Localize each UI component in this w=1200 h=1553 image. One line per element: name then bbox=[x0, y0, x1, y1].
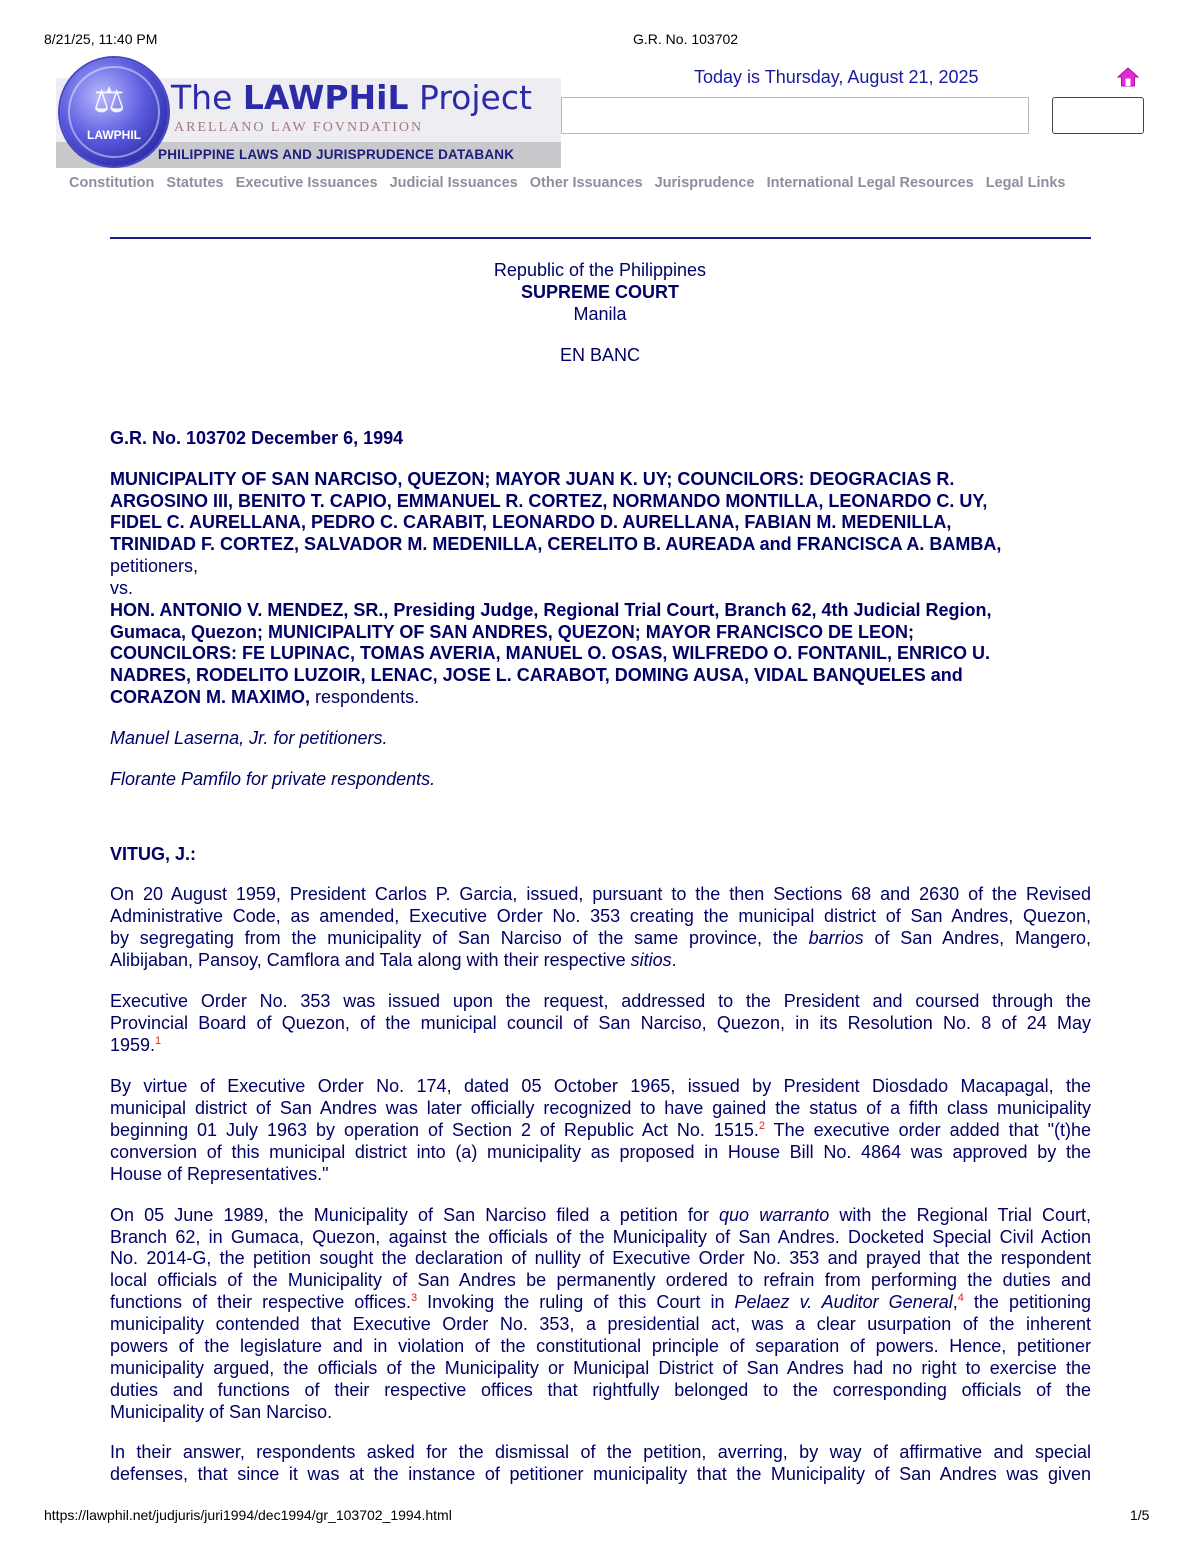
logo-title: The LAWPHiL Project bbox=[171, 78, 532, 117]
petitioners-line: MUNICIPALITY OF SAN NARCISO, QUEZON; MAYOR JUAN K. UY; COUNCILORS: DEOGRACIAS R. bbox=[110, 469, 955, 489]
respondents-line: COUNCILORS: FE LUPINAC, TOMAS AVERIA, MANUEL O. OSAS, WILFREDO O. FONTANIL, ENRICO U. bbox=[110, 643, 991, 663]
footnote-ref[interactable]: 1 bbox=[155, 1035, 162, 1047]
court-division: EN BANC bbox=[559, 345, 640, 365]
nav-statutes[interactable]: Statutes bbox=[166, 175, 224, 191]
versus: vs. bbox=[110, 578, 134, 598]
lawphil-logo[interactable] bbox=[56, 58, 561, 168]
body-line: local officials of the Municipality of San Andres be permanently ordered to refrain from performing the duties and bbox=[110, 1270, 1091, 1290]
logo-tagline: PHILIPPINE LAWS AND JURISPRUDENCE DATABANK bbox=[158, 147, 515, 162]
nav-legal-links[interactable]: Legal Links bbox=[985, 175, 1066, 191]
body-line: Alibijaban, Pansoy, Camflora and Tala along with their respective sitios. bbox=[110, 950, 677, 970]
body-line: Municipality of San Narciso. bbox=[110, 1402, 333, 1422]
body-line: duties and functions of their respective offices that rightfully belonged to the corresponding officials of the bbox=[110, 1380, 1091, 1400]
arellano-seal-icon bbox=[60, 58, 168, 166]
body-line: conversion of this municipal district into (a) municipality as proposed in House Bill No. 4864 was approved by the bbox=[110, 1142, 1091, 1162]
nav-international-legal-resources[interactable]: International Legal Resources bbox=[766, 175, 974, 191]
respondents-last-line: CORAZON M. MAXIMO, respondents. bbox=[110, 687, 420, 707]
petitioners-line: TRINIDAD F. CORTEZ, SALVADOR M. MEDENILLA, CERELITO B. AUREADA and FRANCISCA A. BAMBA, bbox=[110, 534, 1002, 554]
today-date: Today is Thursday, August 21, 2025 bbox=[694, 67, 979, 87]
body-line: Provincial Board of Quezon, of the municipal council of San Narciso, Quezon, in its Resolution No. 8 of 24 May bbox=[110, 1013, 1091, 1033]
print-datetime: 8/21/25, 11:40 PM bbox=[44, 31, 158, 47]
footnote-ref[interactable]: 2 bbox=[758, 1120, 765, 1132]
counsel-respondents: Florante Pamfilo for private respondents. bbox=[110, 769, 436, 789]
body-line: beginning 01 July 1963 by operation of Section 2 of Republic Act No. 1515.$^2$ The executive order added that "(t)he bbox=[110, 1120, 1091, 1140]
body-line: 1959.$^1$ bbox=[110, 1035, 162, 1055]
print-page-number: 1/5 bbox=[1130, 1507, 1150, 1523]
footnote-ref[interactable]: 4 bbox=[957, 1292, 964, 1304]
body-line: On 20 August 1959, President Carlos P. Garcia, issued, pursuant to the then Sections 68 and 2630 of the Revised bbox=[110, 884, 1091, 904]
republic-line: Republic of the Philippines bbox=[493, 260, 707, 280]
footnote-ref[interactable]: 3 bbox=[410, 1292, 418, 1304]
nav-jurisprudence[interactable]: Jurisprudence bbox=[654, 175, 755, 191]
body-line: by segregating from the municipality of San Narciso of the same province, the barrios of San Andres, Mangero, bbox=[110, 928, 1091, 948]
nav-constitution[interactable]: Constitution bbox=[69, 175, 155, 191]
body-line: municipal district of San Andres was later officially recognized to have gained the status of a fifth class municipality bbox=[110, 1098, 1091, 1118]
body-line: functions of their respective offices.$^3$ Invoking the ruling of this Court in Pelaez v. Auditor General,$^4$ the petitioning bbox=[110, 1292, 1092, 1312]
body-line: In their answer, respondents asked for the dismissal of the petition, averring, by way of affirmative and special bbox=[110, 1442, 1091, 1462]
seal-name: LAWPHIL bbox=[87, 128, 141, 142]
print-page-title: G.R. No. 103702 bbox=[633, 31, 739, 47]
nav-judicial-issuances[interactable]: Judicial Issuances bbox=[389, 175, 518, 191]
petitioners-line: FIDEL C. AURELLANA, PEDRO C. CARABIT, LEONARDO D. AURELLANA, FABIAN M. MEDENILLA, bbox=[110, 512, 952, 532]
ponente: VITUG, J.: bbox=[110, 844, 197, 864]
body-line: By virtue of Executive Order No. 174, dated 05 October 1965, issued by President Diosdado Macapagal, the bbox=[110, 1076, 1091, 1096]
respondents-line: HON. ANTONIO V. MENDEZ, SR., Presiding Judge, Regional Trial Court, Branch 62, 4th Judicial Region, bbox=[110, 600, 992, 620]
home-icon[interactable] bbox=[1117, 66, 1139, 88]
header-divider bbox=[110, 237, 1091, 239]
nav-executive-issuances[interactable]: Executive Issuances bbox=[235, 175, 378, 191]
body-line: Executive Order No. 353 was issued upon the request, addressed to the President and coursed through the bbox=[110, 991, 1091, 1011]
search-input[interactable] bbox=[561, 97, 1029, 134]
respondents-line: Gumaca, Quezon; MUNICIPALITY OF SAN ANDRES, QUEZON; MAYOR FRANCISCO DE LEON; bbox=[110, 622, 915, 642]
print-url: https://lawphil.net/judjuris/juri1994/dec1994/gr_103702_1994.html bbox=[44, 1507, 452, 1523]
petitioners-label: petitioners, bbox=[110, 556, 199, 576]
nav-other-issuances[interactable]: Other Issuances bbox=[529, 175, 643, 191]
respondents-line: NADRES, RODELITO LUZOIR, LENAC, JOSE L. CARABOT, DOMING AUSA, VIDAL BANQUELES and bbox=[110, 665, 963, 685]
body-line: powers of the legislature and in violation of the constitutional principle of separation of powers. Hence, petitioner bbox=[110, 1336, 1091, 1356]
body-line: municipality contended that Executive Order No. 353, a presidential act, was a clear usurpation of the inherent bbox=[110, 1314, 1091, 1334]
logo-subtitle: ARELLANO LAW FOVNDATION bbox=[174, 120, 424, 135]
case-number: G.R. No. 103702 December 6, 1994 bbox=[110, 428, 404, 448]
search-button[interactable] bbox=[1052, 97, 1144, 134]
petitioners-line: ARGOSINO III, BENITO T. CAPIO, EMMANUEL R. CORTEZ, NORMANDO MONTILLA, LEONARDO C. UY, bbox=[110, 491, 988, 511]
court-name: SUPREME COURT bbox=[520, 282, 679, 302]
main-nav bbox=[69, 175, 1073, 191]
body-line: Branch 62, in Gumaca, Quezon, against the officials of the Municipality of San Andres. Docketed Special Civil Action bbox=[110, 1227, 1091, 1247]
court-city: Manila bbox=[573, 304, 627, 324]
counsel-petitioners: Manuel Laserna, Jr. for petitioners. bbox=[110, 728, 388, 748]
body-line: On 05 June 1989, the Municipality of San Narciso filed a petition for quo warranto with the Regional Trial Court, bbox=[110, 1205, 1092, 1225]
body-line: No. 2014-G, the petition sought the declaration of nullity of Executive Order No. 353 and prayed that the respondent bbox=[110, 1248, 1091, 1268]
body-line: Administrative Code, as amended, Executive Order No. 353 creating the municipal district of San Andres, Quezon, bbox=[110, 906, 1091, 926]
body-line: municipality argued, the officials of the Municipality or Municipal District of San Andres had no right to exercise the bbox=[110, 1358, 1091, 1378]
body-line: defenses, that since it was at the instance of petitioner municipality that the Municipality of San Andres was given bbox=[110, 1464, 1091, 1484]
scales-of-justice-icon: ⚖ bbox=[93, 80, 126, 121]
body-line: House of Representatives." bbox=[110, 1164, 329, 1184]
